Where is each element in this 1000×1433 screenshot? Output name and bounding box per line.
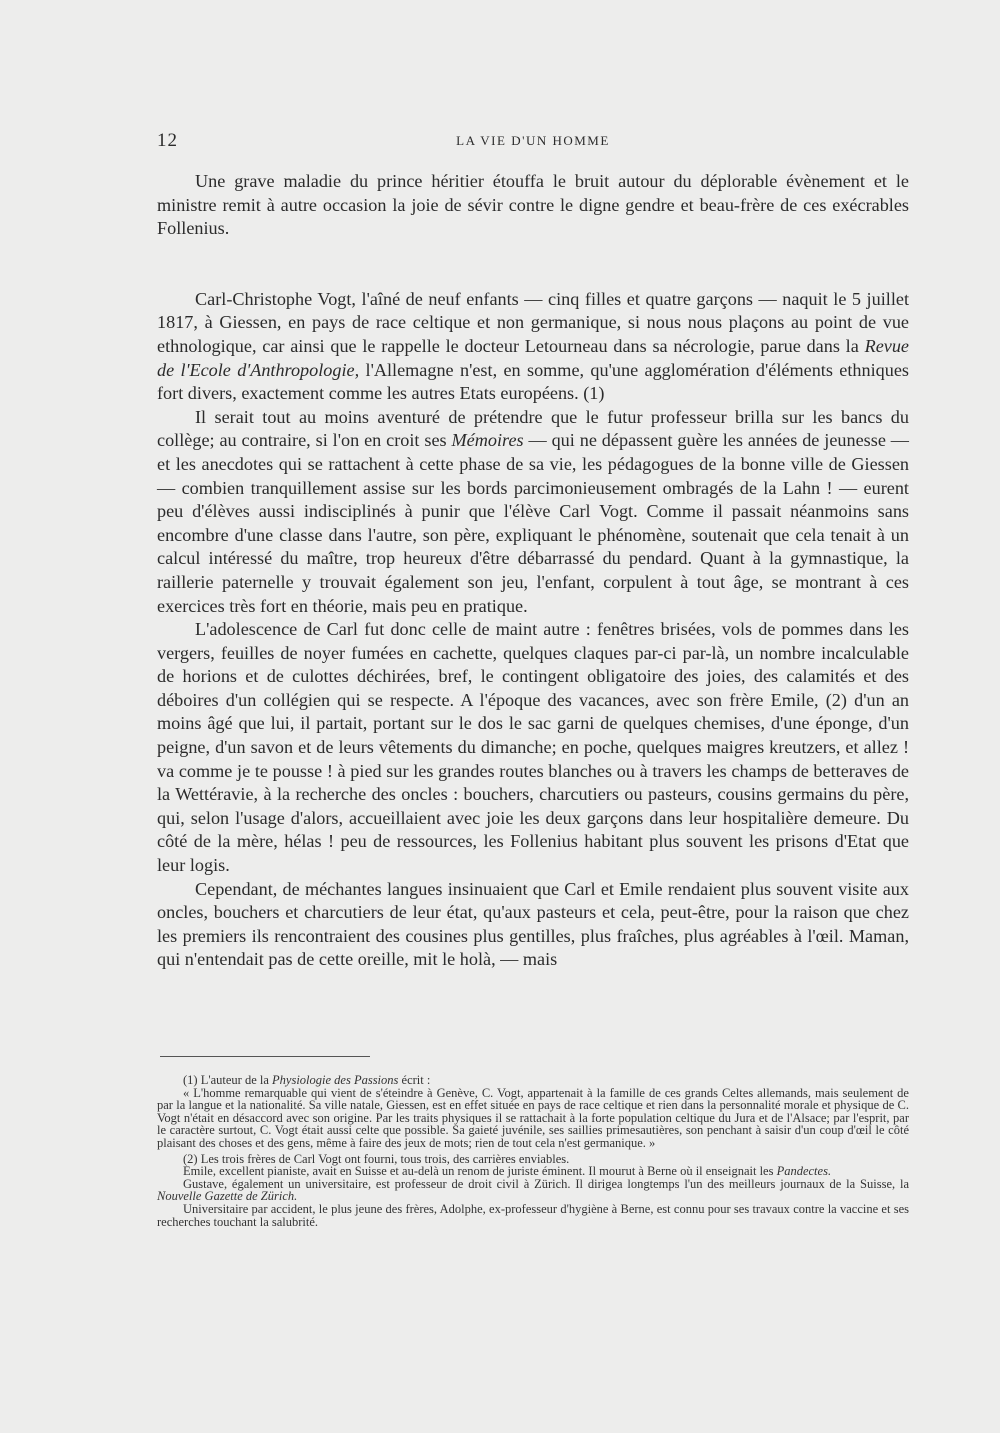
book-title: Pandectes. [776, 1164, 832, 1179]
paragraph-text: — qui ne dépassent guère les années de jeunesse — et les anecdotes qui se rattachent à cette phase de sa vie, les pédagogues de la bonne ville de Giessen — combien tranquillement assise sur les bords parcimonieusement ombragés de la Lahn ! — eurent peu d'élèves aussi indisciplinés à punir que l'élève Carl Vogt. Comme il passait néanmoins sans encombre d'une classe dans l'autre, son père, expliquant le phénomène, soutenait que cela tenait à un calcul intéressé du maître, trop heureux d'être débarrassé du pendard. Quant à la gymnastique, la raillerie paternelle y trouvait également son jeu, l'enfant, corpulent à tout âge, se montrant à ces exercices très fort en théorie, mais peu en pratique. [157, 430, 909, 616]
paragraph-text: Il serait tout au moins aventuré de prétendre que le futur professeur brilla sur les bancs du collège; au contraire, si l'on en croit ses [157, 406, 909, 451]
paragraph-text: l'Allemagne n'est, en somme, qu'une agglomération d'éléments ethniques fort divers, exactement comme les autres Etats européens. (1) [157, 359, 909, 404]
book-title: Physiologie des Passions [272, 1073, 399, 1087]
footnote-divider [160, 1056, 370, 1057]
paragraph [157, 170, 909, 241]
paragraph-text: L'adolescence de Carl fut donc celle de maint autre : fenêtres brisées, vols de pommes dans les vergers, feuilles de noyer fumées en cachette, quelques claques par-ci par-là, un nombre incalculable de horions et de culottes déchirées, bref, le contingent obligatoire des joies, des calamités et des déboires d'un collégien qui se respecte. A l'époque des vacances, avec son frère Emile, (2) d'un an moins âgé que lui, il partait, portant sur le dos le sac garni de quelques chemises, d'une éponge, d'un peigne, d'un savon et de leurs vêtements du dimanche; en poche, quelques maigres kreutzers, et allez ! va comme je te pousse ! à pied sur les grandes routes blanches ou à travers les champs de betteraves de la Wettéravie, à la recherche des oncles : bouchers, charcutiers ou pasteurs, cousins germains du père, qui, selon l'usage d'alors, accueillaient avec joie les deux garçons dans leur hospitalière demeure. Du côté de la mère, hélas ! peu de ressources, les Follenius habitant plus souvent les prisons d'Etat que leur logis. [157, 619, 909, 876]
paragraph [157, 288, 909, 406]
running-title: LA VIE D'UN HOMME [456, 133, 610, 148]
footnote-text: écrit : [398, 1073, 431, 1087]
paragraph-text: Une grave maladie du prince héritier étouffa le bruit autour du déplorable évènement et le ministre remit à autre occasion la joie de sévir contre le digne gendre et beau-frère de ces exécrables Follenius. [157, 171, 909, 239]
page-number: 12 [157, 130, 178, 151]
footnote-1-quote [157, 1087, 909, 1150]
footnote-2-gustave [157, 1178, 909, 1203]
book-title: Mémoires [451, 430, 524, 451]
footnote-text: Gustave, également un universitaire, est professeur de droit civil à Zürich. Il dirigea longtemps l'un des meilleurs journaux de la Suisse, la [183, 1176, 909, 1191]
footnotes [157, 1074, 909, 1228]
footnote-2-adolphe [157, 1203, 909, 1228]
footnote-text: « L'homme remarquable qui vient de s'éteindre à Genève, C. Vogt, appartenait à la famille de ces grands Celtes allemands, mais seulement de par la langue et la nationalité. Sa ville natale, Giessen, est en effet située en pays de race celtique et rien dans la personnalité morale et physique de C. Vogt n'était en désaccord avec son origine. Par les traits physiques il se rattachait à la forte population celtique du Jura et de l'Alsace; par l'esprit, par le caractère surtout, C. Vogt était aussi celte que possible. Sa gaieté juvénile, ses saillies primesautières, son penchant à saisir d'un coup d'œil le côté plaisant des choses et des gens, même à faire des jeux de mots; rien de tout cela n'est germanique. » [157, 1085, 909, 1150]
footnote-text: Emile, excellent pianiste, avait en Suisse et au-delà un renom de juriste éminent. Il mourut à Berne où il enseignait les [183, 1164, 777, 1179]
paragraph [157, 878, 909, 972]
footnote-text: (2) Les trois frères de Carl Vogt ont fourni, tous trois, des carrières enviables. [183, 1151, 570, 1166]
newspaper-title: Nouvelle Gazette de Zürich. [157, 1189, 298, 1204]
footnote-text: Universitaire par accident, le plus jeune des frères, Adolphe, ex-professeur d'hygiène à Berne, est connu pour ses travaux contre la vaccine et ses recherches touchant la salubrité. [157, 1201, 909, 1229]
journal-title: Revue de l'Ecole d'Anthropologie, [157, 335, 909, 380]
running-head [157, 130, 909, 154]
body-text [157, 170, 909, 972]
paragraph-text: Carl-Christophe Vogt, l'aîné de neuf enfants — cinq filles et quatre garçons — naquit le 5 juillet 1817, à Giessen, en pays de race celtique et non germanique, si nous nous plaçons au point de vue ethnologique, car ainsi que le rappelle le docteur Letourneau dans sa nécrologie, parue dans la [157, 288, 909, 356]
paragraph [157, 618, 909, 878]
paragraph-text: Cependant, de méchantes langues insinuaient que Carl et Emile rendaient plus souvent visite aux oncles, bouchers et charcutiers de leur état, qu'aux pasteurs et cela, peut-être, pour la raison que chez les premiers ils rencontraient des cousines plus gentilles, plus fraîches, plus agréables à l'œil. Maman, qui n'entendait pas de cette oreille, mit le holà, — mais [157, 878, 909, 970]
paragraph [157, 406, 909, 618]
footnote-text: (1) L'auteur de la [183, 1073, 273, 1087]
